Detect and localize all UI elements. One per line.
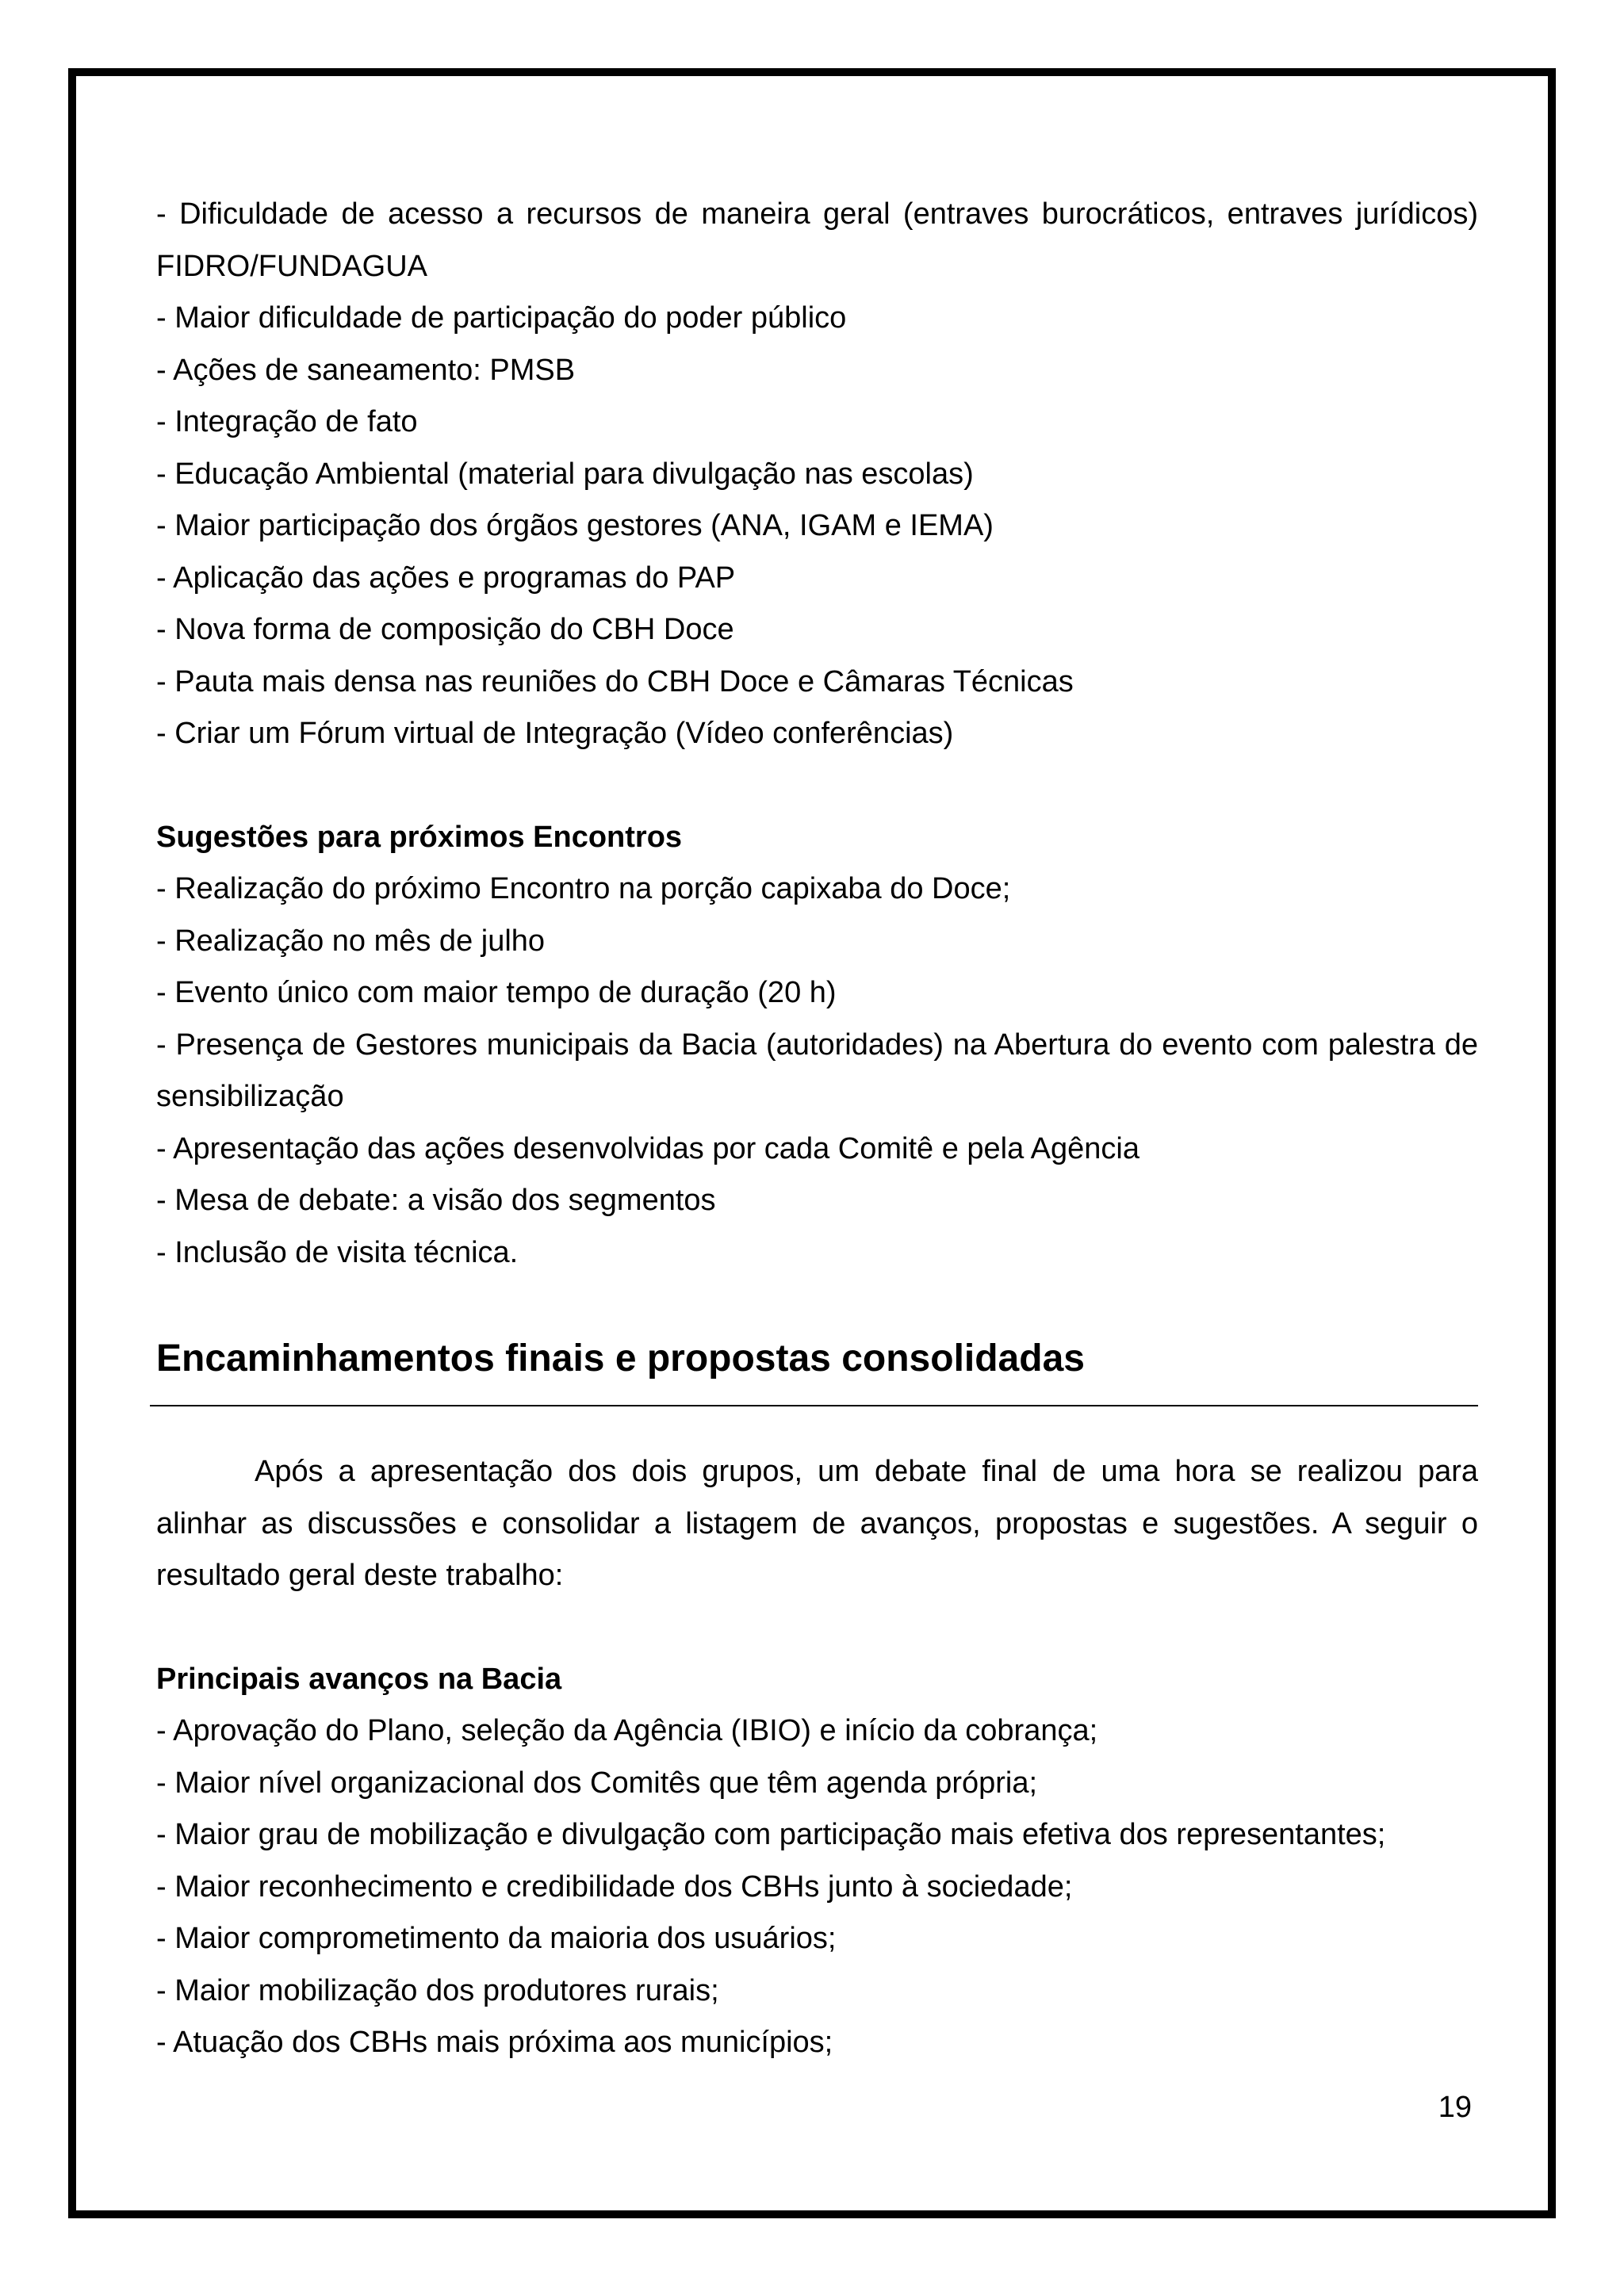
list-item: - Criar um Fórum virtual de Integração (Vídeo conferências): [156, 717, 954, 750]
list-item: - Presença de Gestores municipais da Bacia (autoridades) na Abertura do evento com palestra de sensibilização: [156, 1027, 1478, 1113]
page-number: 19: [1438, 2091, 1472, 2124]
list-item: - Integração de fato: [156, 405, 418, 438]
list-item: - Realização do próximo Encontro na porção capixaba do Doce;: [156, 872, 1011, 905]
section-paragraph: Após a apresentação dos dois grupos, um debate final de uma hora se realizou para alinhar as discussões e consolidar a listagem de avanços, propostas e sugestões. A seguir o resultado geral deste trabalho:: [156, 1455, 1478, 1592]
suggestions-title: Sugestões para próximos Encontros: [156, 820, 683, 854]
list-item: - Educação Ambiental (material para divulgação nas escolas): [156, 457, 974, 491]
list-item: - Maior dificuldade de participação do poder público: [156, 301, 847, 335]
list-item: - Maior participação dos órgãos gestores (ANA, IGAM e IEMA): [156, 509, 994, 542]
list-item: - Maior mobilização dos produtores rurais;: [156, 1973, 719, 2007]
list-item: - Apresentação das ações desenvolvidas por cada Comitê e pela Agência: [156, 1131, 1140, 1165]
list-item: - Pauta mais densa nas reuniões do CBH Doce e Câmaras Técnicas: [156, 664, 1074, 698]
document-body: [156, 189, 1478, 2069]
list-item: - Atuação dos CBHs mais próxima aos municípios;: [156, 2026, 833, 2059]
heading-divider: [150, 1405, 1478, 1406]
list-item: - Maior nível organizacional dos Comitês que têm agenda própria;: [156, 1766, 1038, 1800]
list-item: - Aprovação do Plano, seleção da Agência (IBIO) e início da cobrança;: [156, 1714, 1098, 1747]
list-item: - Aplicação das ações e programas do PAP: [156, 561, 736, 595]
list-item: - Realização no mês de julho: [156, 924, 546, 958]
list-item: - Nova forma de composição do CBH Doce: [156, 613, 734, 646]
list-item: - Evento único com maior tempo de duração (20 h): [156, 976, 837, 1009]
advances-title: Principais avanços na Bacia: [156, 1662, 562, 1696]
suggestions-section: [156, 812, 1478, 1280]
list-item: - Inclusão de visita técnica.: [156, 1235, 519, 1269]
list-item: - Dificuldade de acesso a recursos de maneira geral (entraves burocráticos, entraves jurídicos) FIDRO/FUNDAGUA: [156, 197, 1478, 283]
list-item: - Maior reconhecimento e credibilidade dos CBHs junto à sociedade;: [156, 1869, 1073, 1904]
section-heading: Encaminhamentos finais e propostas consolidadas: [156, 1337, 1085, 1380]
list-item: - Mesa de debate: a visão dos segmentos: [156, 1184, 716, 1217]
issues-list: [156, 189, 1478, 760]
list-item: - Maior grau de mobilização e divulgação com participação mais efetiva dos representantes;: [156, 1818, 1386, 1851]
list-item: - Ações de saneamento: PMSB: [156, 353, 576, 387]
list-item: - Maior comprometimento da maioria dos usuários;: [156, 1922, 837, 1955]
advances-section: [156, 1654, 1478, 2069]
